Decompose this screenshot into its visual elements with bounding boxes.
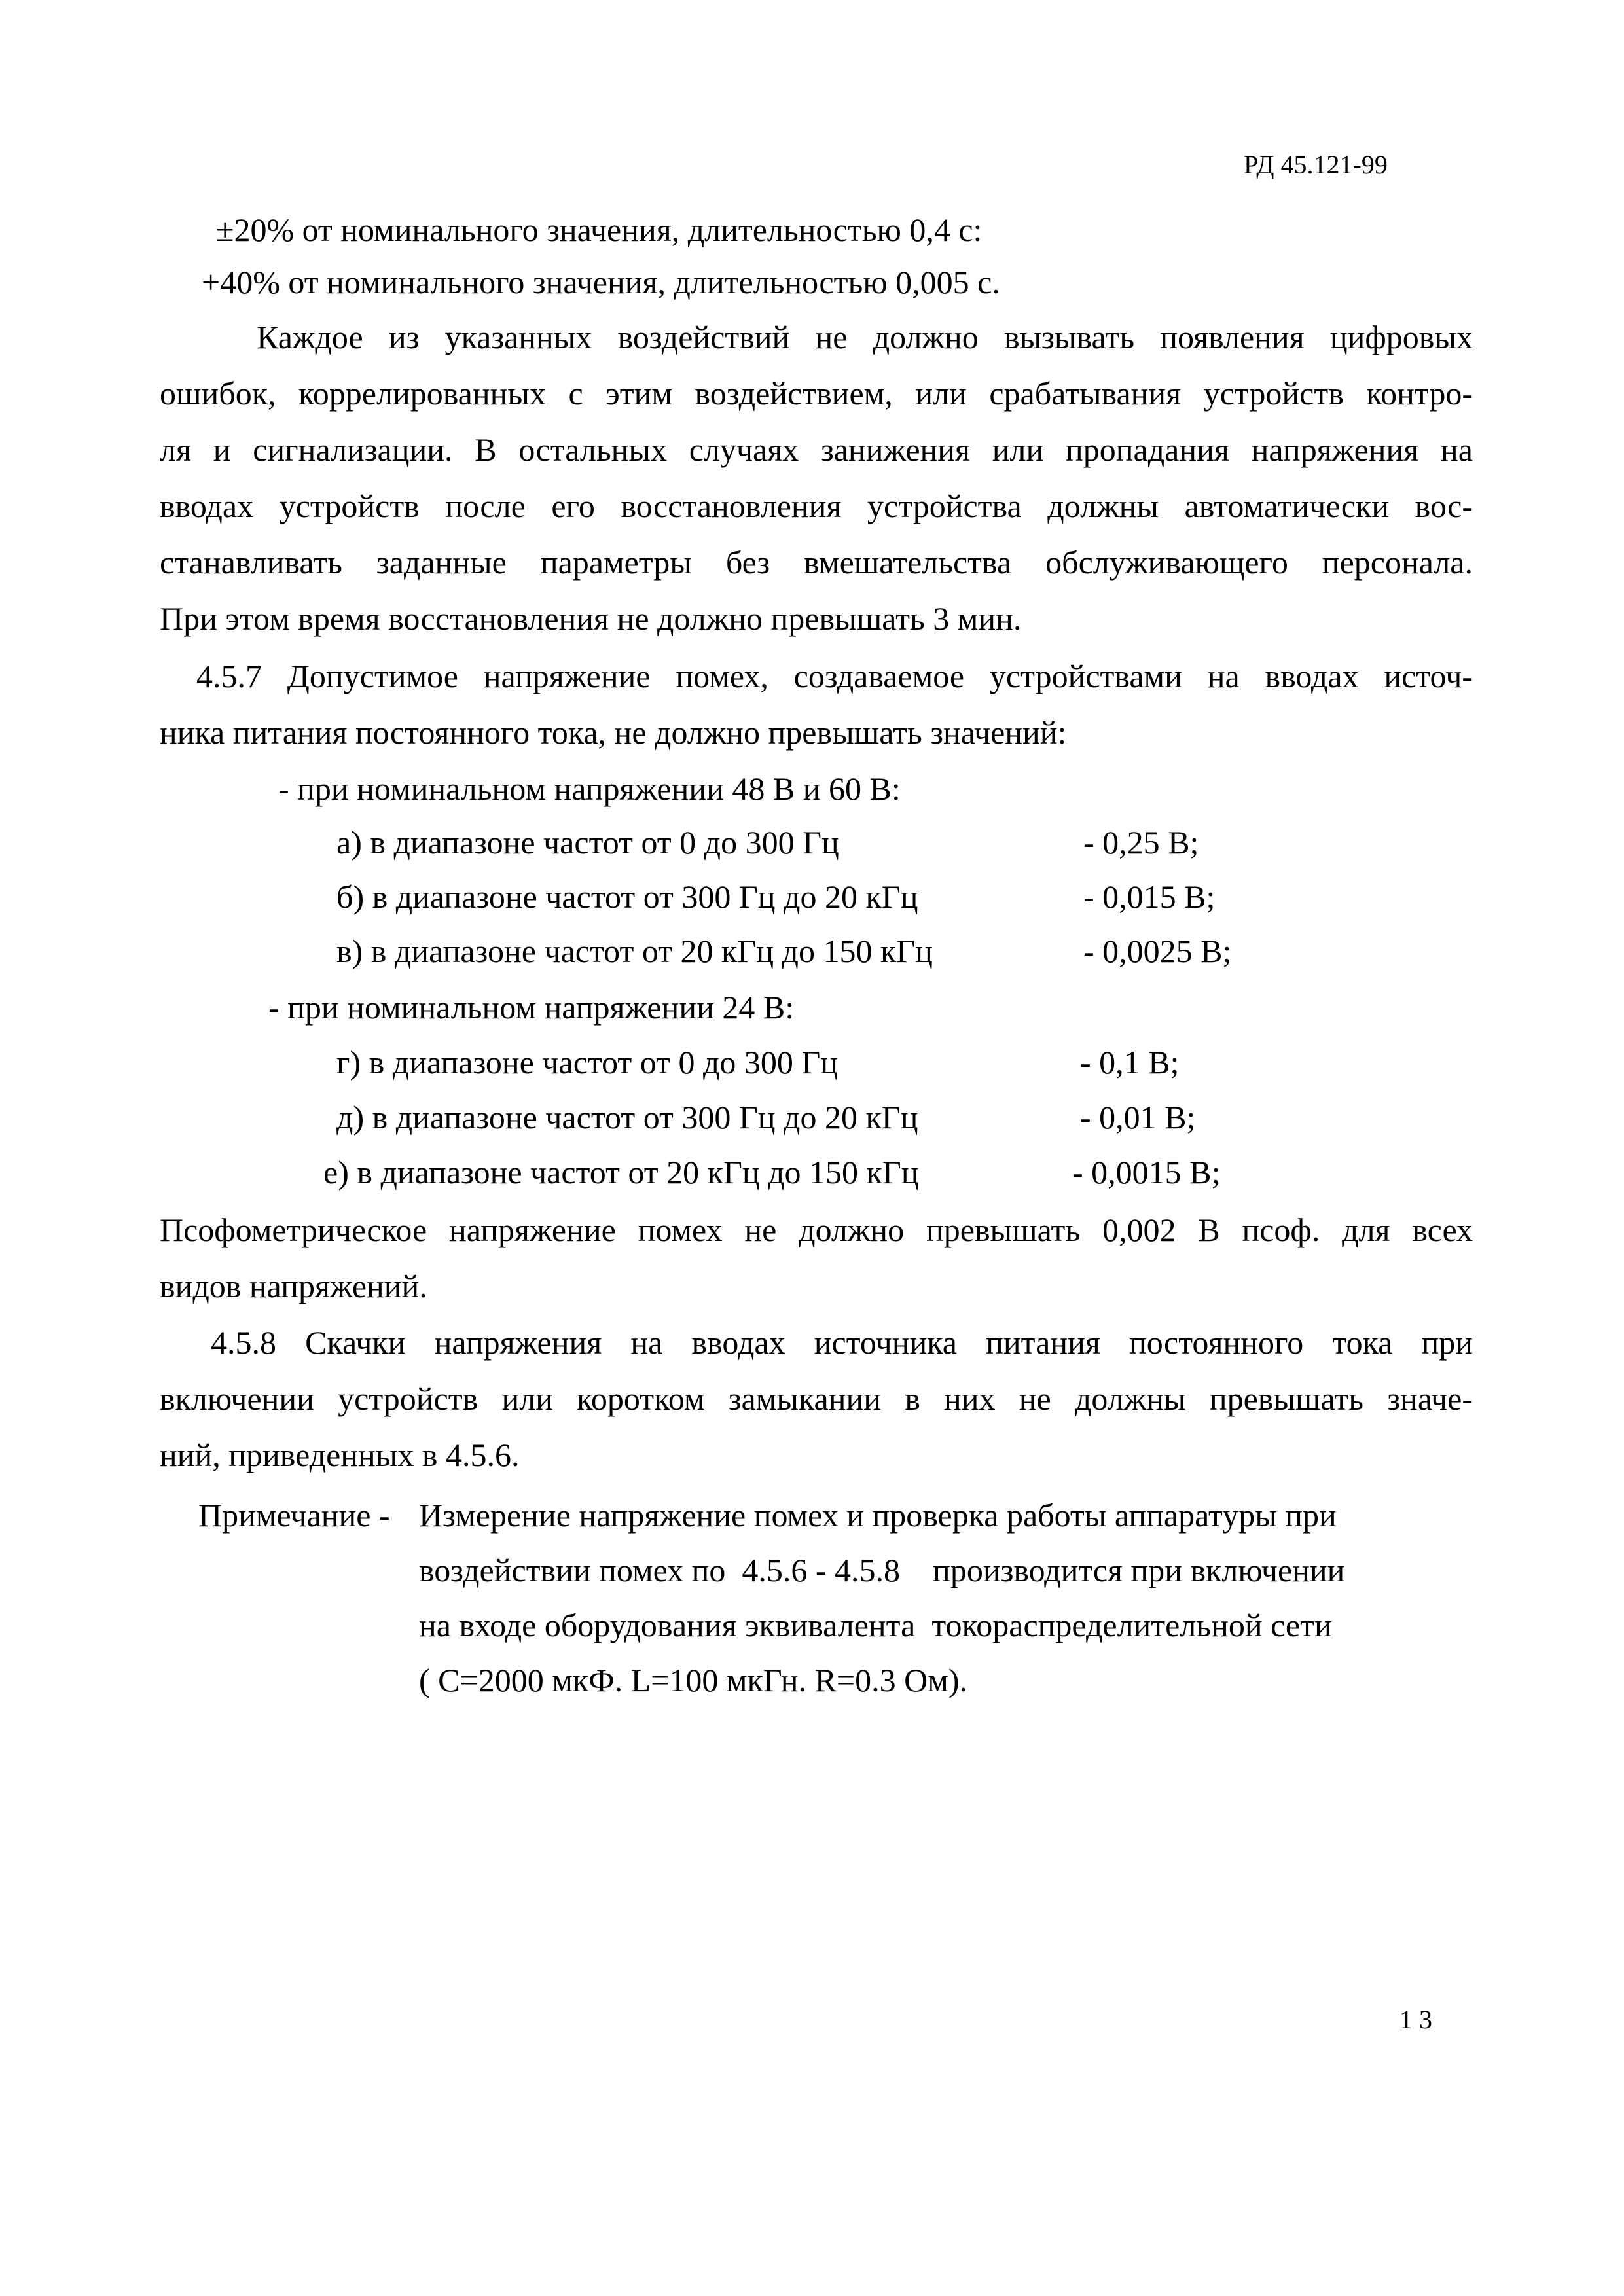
group1-item-c-label: в) в диапазоне частот от 20 кГц до 150 кГц — [336, 933, 933, 969]
psof-line-1: Псофометрическое напряжение помех не должно превышать 0,002 В псоф. для всех — [160, 1211, 1473, 1248]
group1-item-b-value: - 0,015 В; — [1083, 878, 1216, 915]
document-code: РД 45.121-99 — [1244, 150, 1388, 179]
para1-line-1: Каждое из указанных воздействий не должно вызывать появления цифровых — [257, 319, 1473, 355]
group1-item-b-label: б) в диапазоне частот от 300 Гц до 20 кГц — [336, 878, 918, 915]
page-number: 1 3 — [1399, 2005, 1432, 2034]
note-line-3: на входе оборудования эквивалента токораспределительной сети — [419, 1607, 1332, 1643]
note-line-2: воздействии помех по 4.5.6 - 4.5.8 производится при включении — [419, 1552, 1345, 1588]
section-458-line-3: ний, приведенных в 4.5.6. — [160, 1437, 520, 1473]
section-458-line-1: 4.5.8 Скачки напряжения на вводах источника питания постоянного тока при — [211, 1324, 1473, 1361]
para1-line-6: При этом время восстановления не должно превышать 3 мин. — [160, 600, 1022, 637]
intro-line-1: ±20% от номинального значения, длительностью 0,4 с: — [216, 211, 983, 248]
group1-item-c-value: - 0,0025 В; — [1083, 933, 1232, 969]
group2-item-d-label: д) в диапазоне частот от 300 Гц до 20 кГц — [336, 1099, 918, 1136]
para1-line-2: ошибок, коррелированных с этим воздействием, или срабатывания устройств контро- — [160, 375, 1473, 412]
group2-title: - при номинальном напряжении 24 В: — [268, 989, 795, 1026]
para1-line-3: ля и сигнализации. В остальных случаях занижения или пропадания напряжения на — [160, 431, 1473, 468]
group2-item-e-label: е) в диапазоне частот от 20 кГц до 150 кГц — [323, 1154, 919, 1191]
psof-line-2: видов напряжений. — [160, 1268, 427, 1304]
section-457-line-1: 4.5.7 Допустимое напряжение помех, создаваемое устройствами на вводах источ- — [196, 658, 1473, 694]
group2-item-e-value: - 0,0015 В; — [1072, 1154, 1221, 1191]
group2-item-g-value: - 0,1 В; — [1080, 1044, 1180, 1081]
group2-item-d-value: - 0,01 В; — [1080, 1099, 1196, 1136]
intro-line-2: +40% от номинального значения, длительностью 0,005 с. — [202, 264, 1000, 300]
note-line-1: Измерение напряжение помех и проверка работы аппаратуры при — [419, 1497, 1337, 1534]
note-label: Примечание - — [198, 1497, 390, 1534]
note-line-4: ( C=2000 мкФ. L=100 мкГн. R=0.3 Ом). — [419, 1662, 968, 1698]
section-457-line-2: ника питания постоянного тока, не должно превышать значений: — [160, 714, 1067, 751]
group1-item-a-label: а) в диапазоне частот от 0 до 300 Гц — [336, 824, 839, 861]
group2-item-g-label: г) в диапазоне частот от 0 до 300 Гц — [336, 1044, 839, 1081]
para1-line-5: станавливать заданные параметры без вмешательства обслуживающего персонала. — [160, 544, 1473, 581]
para1-line-4: вводах устройств после его восстановления устройства должны автоматически вос- — [160, 488, 1473, 524]
group1-title: - при номинальном напряжении 48 В и 60 В: — [278, 770, 901, 807]
group1-item-a-value: - 0,25 В; — [1083, 824, 1199, 861]
section-458-line-2: включении устройств или коротком замыкании в них не должны превышать значе- — [160, 1380, 1473, 1417]
